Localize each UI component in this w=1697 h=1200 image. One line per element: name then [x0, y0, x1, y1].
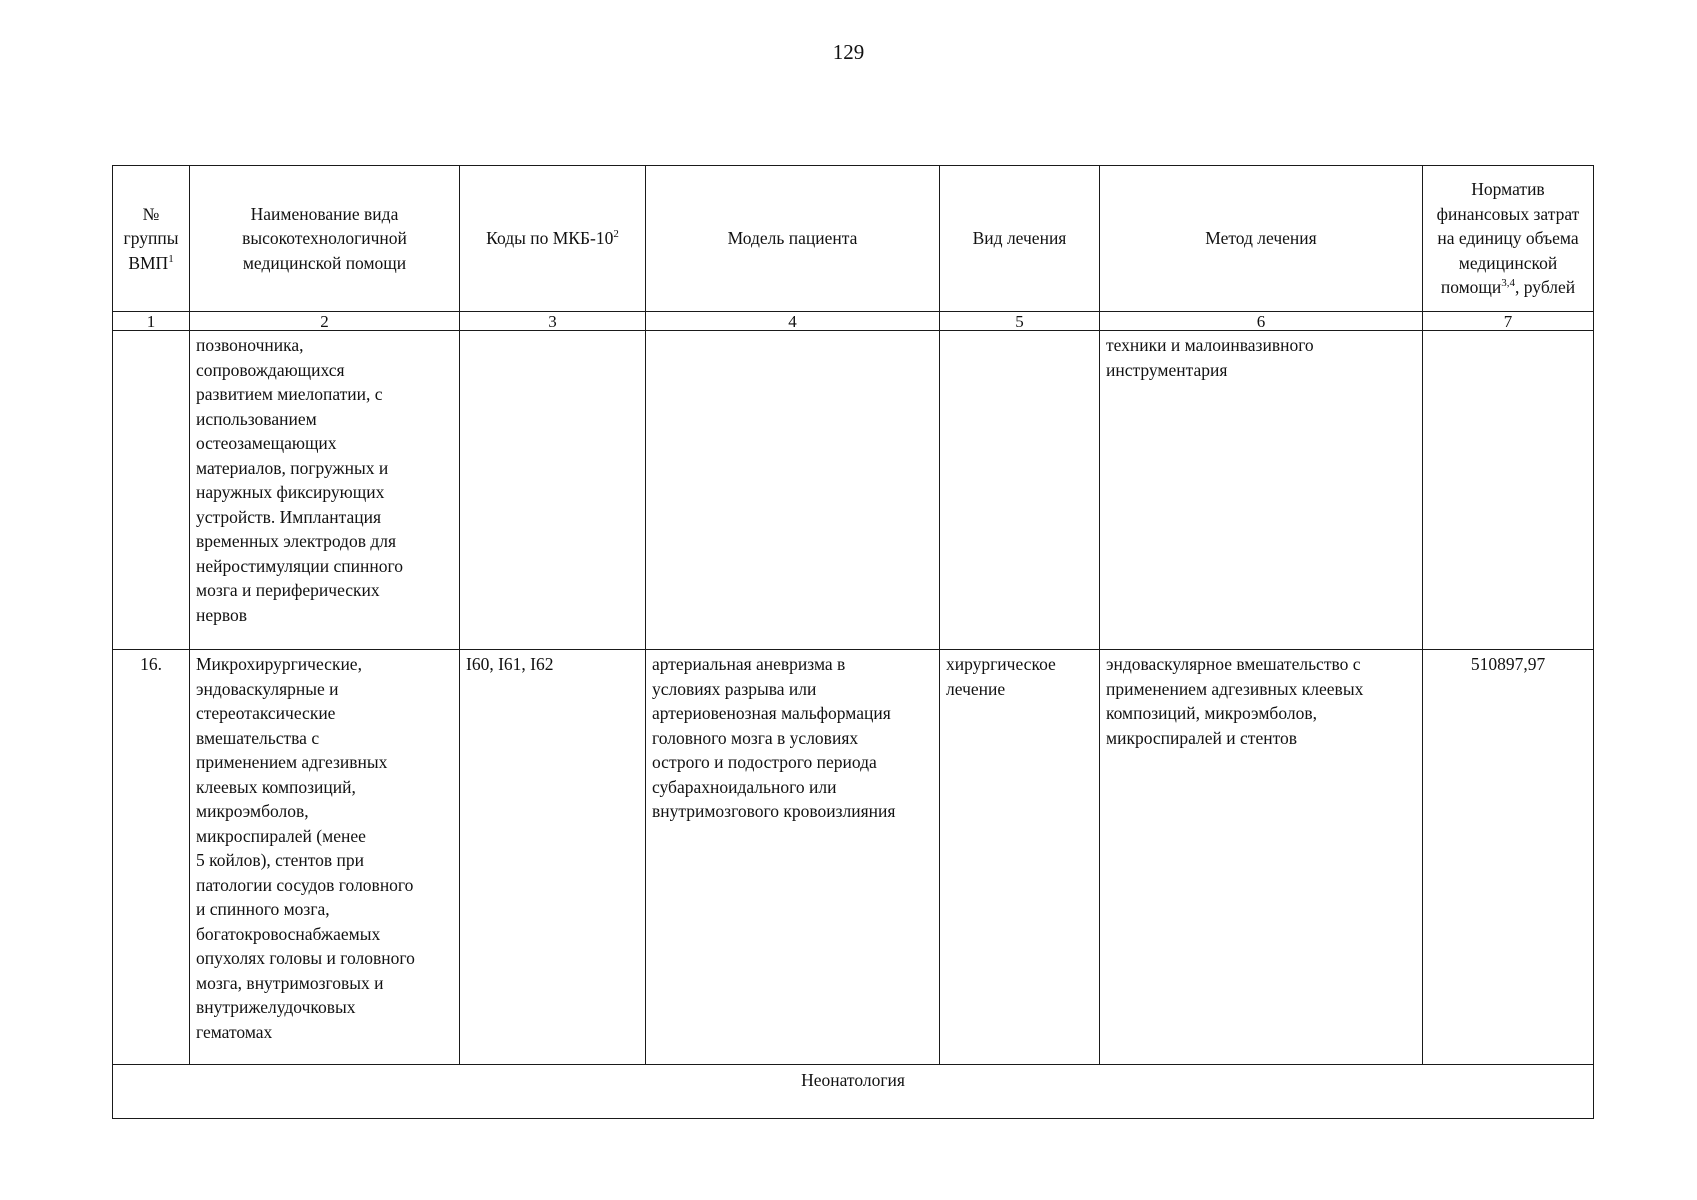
care-type-name-cell: Микрохирургические, эндоваскулярные и стереотаксические вмешательства с применением адгезивных клеевых композиций, микроэмболов, микроспиралей (менее 5 койлов), стентов при патологии сосудов головного и спинного мозга, богатокровоснабжаемых опухолях головы и головного мозга, внутримозговых и внутрижелудочковых гематомах: [190, 650, 460, 1065]
header-care-type-name: Наименование вида высокотехнологичной медицинской помощи: [190, 166, 460, 312]
column-number: 3: [460, 312, 646, 331]
care-type-name-cell: позвоночника, сопровождающихся развитием миелопатии, с использованием остеозамещающих материалов, погружных и наружных фиксирующих устройств. Имплантация временных электродов для нейростимуляции спинного мозга и периферических нервов: [190, 331, 460, 650]
column-number: 1: [113, 312, 190, 331]
section-row: [113, 1065, 1594, 1119]
page-number: 129: [832, 40, 865, 64]
icd-codes-cell: [460, 331, 646, 650]
column-number: 5: [940, 312, 1100, 331]
header-group-number: № группы ВМП$^1$: [113, 166, 190, 312]
column-number: 4: [646, 312, 940, 331]
header-patient-model: Модель пациента: [646, 166, 940, 312]
column-number: 7: [1423, 312, 1594, 331]
header-treatment-type: Вид лечения: [940, 166, 1100, 312]
group-number-cell: [113, 331, 190, 650]
treatment-method-cell: эндоваскулярное вмешательство с применением адгезивных клеевых композиций, микроэмболов, микроспиралей и стентов: [1100, 650, 1423, 1065]
section-title: Неонатология: [113, 1065, 1594, 1119]
header-treatment-method: Метод лечения: [1100, 166, 1423, 312]
cost-cell: [1423, 331, 1594, 650]
treatment-type-cell: [940, 331, 1100, 650]
header-row: [113, 166, 1594, 312]
icd-codes-cell: I60, I61, I62: [460, 650, 646, 1065]
table-row: [113, 331, 1594, 650]
header-icd-codes: Коды по МКБ-$10^2$: [460, 166, 646, 312]
column-number: 6: [1100, 312, 1423, 331]
group-number-cell: 16.: [113, 650, 190, 1065]
header-cost-standard: Норматив финансовых затрат на единицу объема медицинской помощи$^{3,4}$, рублей: [1423, 166, 1594, 312]
cost-cell: 510897,97: [1423, 650, 1594, 1065]
vmp-table: [112, 165, 1594, 1119]
patient-model-cell: [646, 331, 940, 650]
column-number: 2: [190, 312, 460, 331]
patient-model-cell: артериальная аневризма в условиях разрыва или артериовенозная мальформация головного мозга в условиях острого и подострого периода субарахноидального или внутримозгового кровоизлияния: [646, 650, 940, 1065]
treatment-type-cell: хирургическое лечение: [940, 650, 1100, 1065]
column-numbers-row: [113, 312, 1594, 331]
treatment-method-cell: техники и малоинвазивного инструментария: [1100, 331, 1423, 650]
table-row: [113, 650, 1594, 1065]
